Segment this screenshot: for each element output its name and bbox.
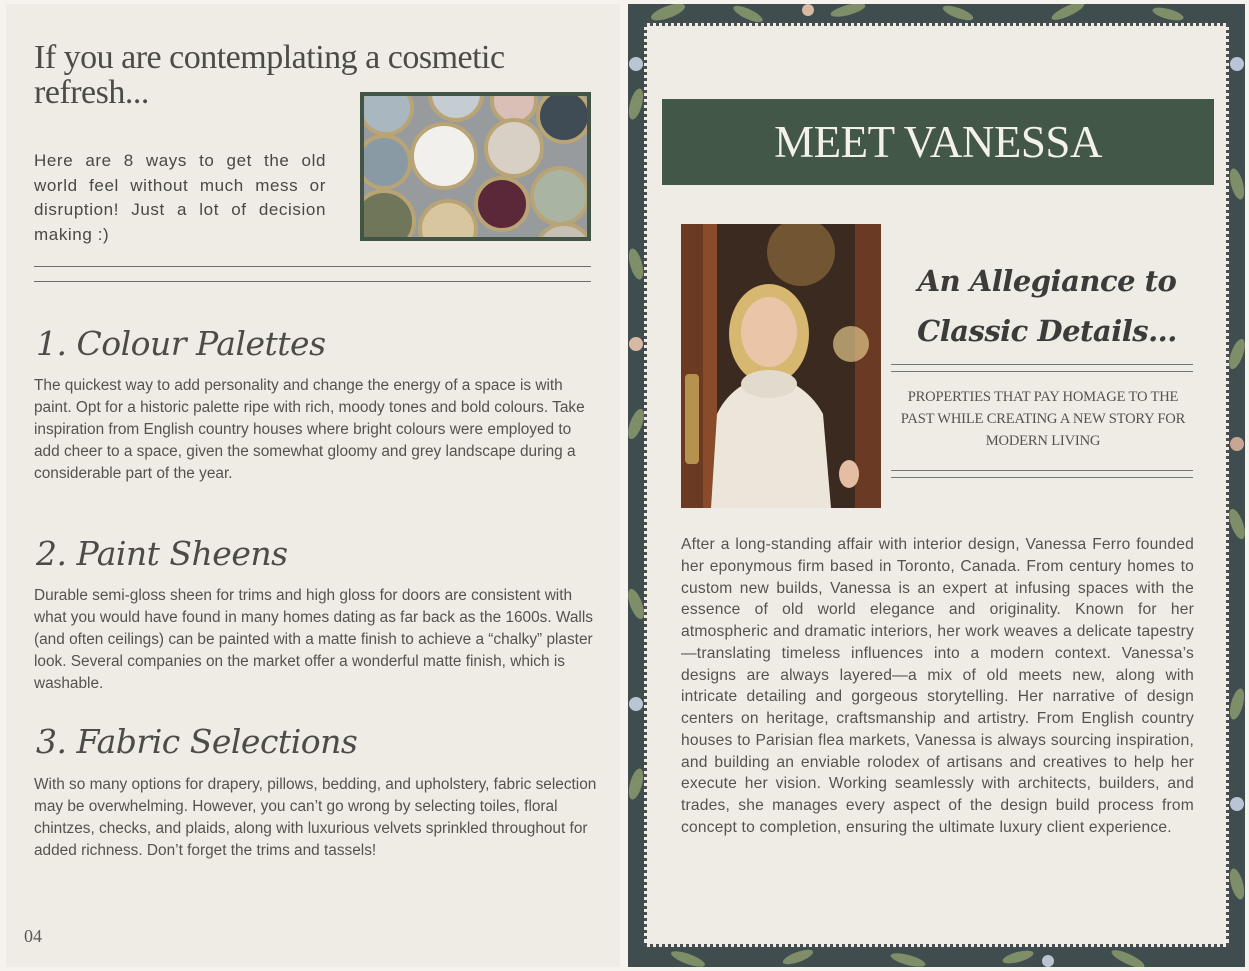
divider-line [34, 266, 591, 267]
section-body-paint-sheens: Durable semi-gloss sheen for trims and high gloss for doors are consistent with what you would have found in many homes dating as far back as the 1600s. Walls (and often ceilings) can be painted with a matte finish to achieve a “chalky” plaster look. Several companies on the market offer a wonderful matte finish, which is washable. [34, 587, 593, 692]
paint-cans-photo [360, 92, 591, 241]
tagline: PROPERTIES THAT PAY HOMAGE TO THE PAST WHILE CREATING A NEW STORY FOR MODERN LIVING [900, 389, 1186, 449]
intro-text: Here are 8 ways to get the old world feel without much mess or disruption! Just a lot of decision making :) [34, 151, 326, 244]
page-number: 04 [24, 926, 42, 946]
banner-title: MEET VANESSA [662, 99, 1214, 185]
section-body-fabric-selections: With so many options for drapery, pillows, bedding, and upholstery, fabric selection may be overwhelming. However, you can’t go wrong by selecting toiles, floral chintzes, checks, and plaids, along with luxurious velvets sprinkled throughout for added richness. Don’t forget the trims and tassels! [34, 776, 597, 859]
portrait-image [681, 224, 881, 508]
script-heading-line-1: An Allegiance to [917, 264, 1177, 298]
script-heading-line-2: Classic Details... [917, 314, 1177, 348]
divider-line [891, 470, 1193, 471]
section-heading-paint-sheens: 2. Paint Sheens [36, 534, 288, 573]
divider-line [34, 281, 591, 282]
profile-card [644, 23, 1229, 947]
paint-cans-image [364, 96, 587, 237]
section-heading-colour-palettes: 1. Colour Palettes [36, 324, 326, 363]
left-page [6, 4, 620, 967]
script-heading [892, 256, 1202, 356]
portrait-photo [681, 224, 881, 508]
divider-line [891, 477, 1193, 478]
bio-text: After a long-standing affair with interior design, Vanessa Ferro founded her eponymous firm based in Toronto, Canada. From century homes to custom new builds, Vanessa is an expert at infusing spaces with the essence of old world elegance and originality. Known for her atmospheric and dramatic interiors, her work weaves a delicate tapestry—translating timeless influences into a modern context. Vanessa’s designs are always layered—a mix of old meets new, along with intricate detailing and gorgeous storytelling. Her narrative of design centers on heritage, craftsmanship and artistry. From English country houses to Parisian flea markets, Vanessa is always sourcing inspiration, and building an enviable rolodex of artisans and creatives to help her execute her vision. Working seamlessly with architects, builders, and trades, she manages every aspect of the design build process from concept to completion, ensuring the ultimate luxury client experience. [681, 536, 1194, 836]
section-body-colour-palettes: The quickest way to add personality and change the energy of a space is with paint. Opt for a historic palette ripe with rich, moody tones and bold colours. Take inspiration from English country houses where bright colours were employed to add cheer to a space, given the somewhat gloomy and grey landscape during a considerable part of the year. [34, 377, 585, 482]
divider-line [891, 364, 1193, 365]
page-title: If you are contemplating a cosmetic refresh... [34, 39, 505, 111]
section-heading-fabric-selections: 3. Fabric Selections [36, 722, 358, 761]
divider-line [891, 371, 1193, 372]
right-page [628, 4, 1245, 967]
